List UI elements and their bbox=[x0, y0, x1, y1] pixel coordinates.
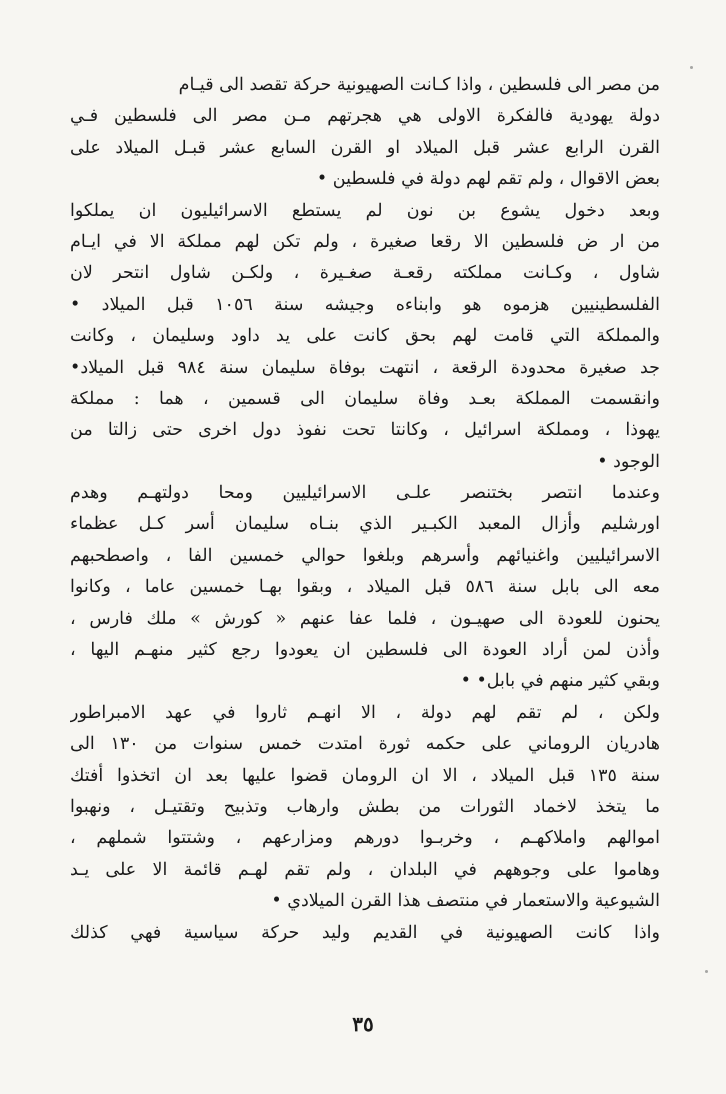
text-line: شاول ، وكـانت مملكته رقعـة صغـيرة ، ولكـن شاول انتحر لان bbox=[70, 263, 660, 284]
text-line: الاسرائيليين واغنيائهم وأسرهم وبلغوا حوالي خمسين الفا ، واصطحبهم bbox=[70, 545, 660, 566]
text-line: وهاموا على وجوههم في البلدان ، ولم تقم لهـم قائمة الا على يـد bbox=[70, 859, 660, 880]
text-line: معه الى بابل سنة ٥٨٦ قبل الميلاد ، وبقوا بهـا خمسين عاما ، وكانوا bbox=[70, 577, 660, 598]
text-line: والمملكة التي قامت لهم بحق كانت على يد داود وسليمان ، وكانت bbox=[70, 326, 660, 347]
text-line: يهوذا ، ومملكة اسرائيل ، وكانتا تحت نفوذ دول اخرى حتى زالتا من bbox=[70, 420, 660, 441]
text-line: وأذن لمن أراد العودة الى فلسطين ان يعودوا رجع كثير منهـم اليها ، bbox=[70, 640, 660, 661]
text-line: الوجود • bbox=[597, 451, 660, 472]
text-line: واذا كانت الصهيونية في القديم وليد حركة سياسية فهي كذلك bbox=[70, 922, 660, 943]
text-line: بعض الاقوال ، ولم تقم لهم دولة في فلسطين • bbox=[316, 169, 660, 190]
paper-speck bbox=[705, 970, 708, 973]
text-line: وبعد دخول يشوع بن نون لم يستطع الاسرائيليون ان يملكوا bbox=[70, 200, 660, 221]
text-line: وبقي كثير منهم في بابل• • bbox=[460, 671, 660, 692]
text-line: الفلسطينيين هزموه هو وابناءه وجيشه سنة ١٠٥٦ قبل الميلاد • bbox=[70, 294, 660, 315]
text-line: يحنون للعودة الى صهيـون ، فلما عفا عنهم « كورش » ملك فارس ، bbox=[70, 608, 660, 629]
body-text bbox=[70, 70, 660, 949]
text-line: اورشليم وأزال المعبد الكبـير الذي بنـاه سليمان أسر كـل عظماء bbox=[70, 514, 660, 535]
text-line: من ار ض فلسطين الا رقعا صغيرة ، ولم تكن لهم مملكة الا في ايـام bbox=[70, 231, 660, 252]
text-line: ما يتخذ لاخماد الثورات من بطش وارهاب وتذبيح وتقتيـل ، ونهبوا bbox=[70, 796, 660, 817]
text-line: وعندما انتصر بختنصر علـى الاسرائيليين ومحا دولتهـم وهدم bbox=[70, 483, 660, 504]
paper-speck bbox=[690, 66, 693, 69]
text-line: ولكن ، لم تقم لهم دولة ، الا انهـم ثاروا في عهد الامبراطور bbox=[70, 702, 660, 723]
text-line: اموالهم واملاكهـم ، وخربـوا دورهم ومزارعهم ، وشتتوا شملهم ، bbox=[70, 828, 660, 849]
text-line: وانقسمت المملكة بعـد وفاة سليمان الى قسمين ، هما : مملكة bbox=[70, 388, 660, 409]
text-line: الشيوعية والاستعمار في منتصف هذا القرن الميلادي • bbox=[271, 891, 660, 912]
text-line: سنة ١٣٥ قبل الميلاد ، الا ان الرومان قضوا عليها بعد ان اتخذوا أفتك bbox=[70, 765, 660, 786]
text-line: القرن الرابع عشر قبل الميلاد او القرن السابع عشر قبـل الميلاد على bbox=[70, 137, 660, 158]
text-line: من مصر الى فلسطين ، واذا كـانت الصهيونية حركة تقصد الى قيـام bbox=[178, 75, 660, 95]
text-line: دولة يهودية فالفكرة الاولى هي هجرتهم مـن مصر الى فلسطين فـي bbox=[70, 106, 660, 127]
text-line: هادريان الروماني على حكمه ثورة امتدت خمس سنوات من ١٣٠ الى bbox=[70, 734, 660, 755]
page-number: ٣٥ bbox=[352, 1012, 374, 1036]
text-line: جد صغيرة محدودة الرقعة ، انتهت بوفاة سليمان سنة ٩٨٤ قبل الميلاد• bbox=[70, 357, 660, 378]
